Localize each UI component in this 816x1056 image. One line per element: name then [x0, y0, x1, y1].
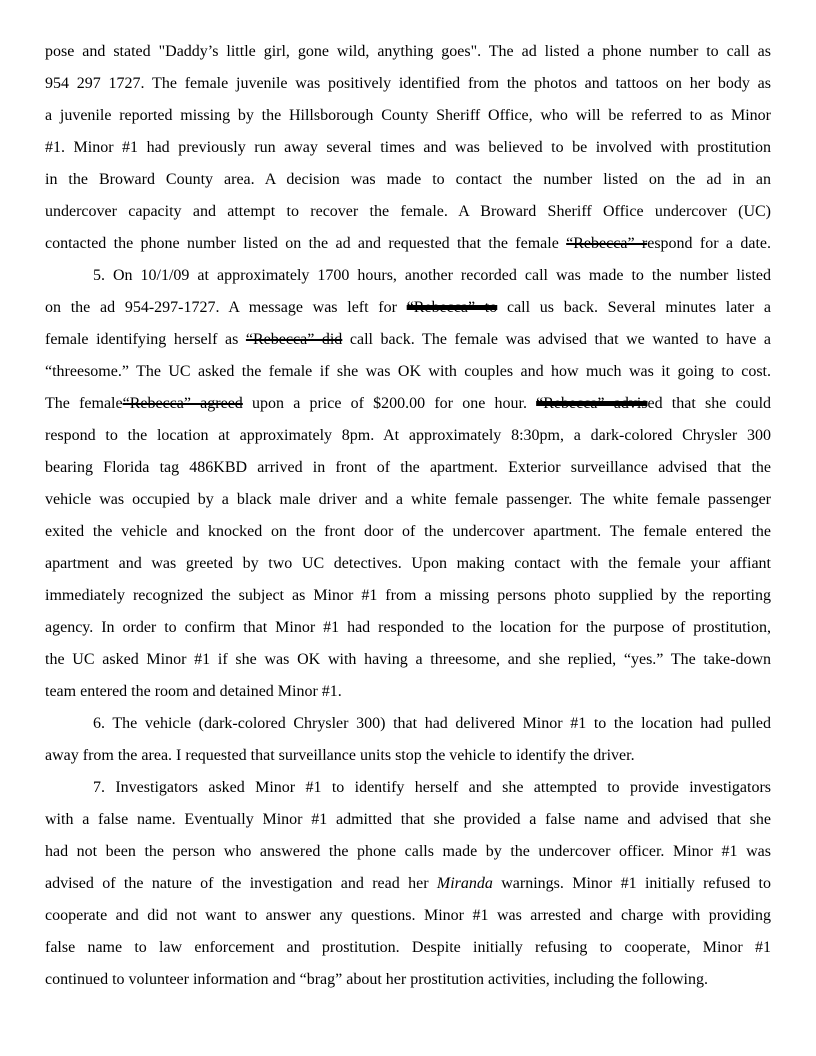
paragraph-7-first-line: 7. Investigators asked Minor #1 to identify herself and she attempted to provide investigators [93, 779, 771, 796]
body-line: cooperate and did not want to answer any questions. Minor #1 was arrested and charge with providing [45, 907, 771, 924]
body-line [45, 868, 771, 900]
struck-text: “Rebecca” agreed [122, 395, 243, 412]
body-line: continued to volunteer information and “brag” about her prostitution activities, including the following. [45, 971, 708, 988]
body-line: false name to law enforcement and prostitution. Despite initially refusing to cooperate, Minor #1 [45, 939, 771, 956]
text-run: The female [45, 395, 123, 412]
body-line: a juvenile reported missing by the Hillsborough County Sheriff Office, who will be referred to as Minor [45, 107, 771, 124]
paragraph-last-line: team entered the room and detained Minor #1. [45, 683, 342, 700]
italic-text: Miranda [436, 875, 493, 892]
body-line: exited the vehicle and knocked on the front door of the undercover apartment. The female entered the [45, 523, 771, 540]
redacted-text: “Rebecca” advis [536, 395, 648, 412]
paragraph-6-first-line: 6. The vehicle (dark-colored Chrysler 300) that had delivered Minor #1 to the location had pulled [93, 715, 771, 732]
redacted-text: “Rebecca” to [406, 299, 498, 316]
body-line: agency. In order to confirm that Minor #1 had responded to the location for the purpose of prostitution, [45, 619, 771, 636]
text-run: call us back. Several minutes later a [497, 299, 772, 316]
text-run: espond for a date. [647, 235, 772, 252]
document-page [45, 36, 771, 996]
body-line: “threesome.” The UC asked the female if she was OK with couples and how much was it going to cost. [45, 363, 771, 380]
text-run: warnings. Minor #1 initially refused to [492, 875, 771, 892]
body-line: apartment and was greeted by two UC detectives. Upon making contact with the female your affiant [45, 555, 771, 572]
text-run: female identifying herself as [45, 331, 246, 348]
body-line: pose and stated "Daddy’s little girl, gone wild, anything goes". The ad listed a phone number to call as [45, 43, 771, 60]
body-line: immediately recognized the subject as Minor #1 from a missing persons photo supplied by the reporting [45, 587, 771, 604]
body-line: the UC asked Minor #1 if she was OK with having a threesome, and she replied, “yes.” The take-down [45, 651, 771, 668]
text-run: advised of the nature of the investigation and read her [45, 875, 437, 892]
paragraph-5-first-line: 5. On 10/1/09 at approximately 1700 hours, another recorded call was made to the number listed [93, 267, 771, 284]
body-line [45, 292, 771, 324]
body-line: respond to the location at approximately 8pm. At approximately 8:30pm, a dark-colored Chrysler 300 [45, 427, 771, 444]
body-line [45, 388, 771, 420]
body-line: with a false name. Eventually Minor #1 admitted that she provided a false name and advised that she [45, 811, 771, 828]
body-line: bearing Florida tag 486KBD arrived in front of the apartment. Exterior surveillance advised that the [45, 459, 771, 476]
body-line [45, 228, 771, 260]
struck-text: “Rebecca” r [566, 235, 648, 252]
body-line: 954 297 1727. The female juvenile was positively identified from the photos and tattoos on her body as [45, 75, 771, 92]
paragraph-last-line: away from the area. I requested that surveillance units stop the vehicle to identify the driver. [45, 747, 635, 764]
body-line: in the Broward County area. A decision was made to contact the number listed on the ad in an [45, 171, 771, 188]
body-line: had not been the person who answered the phone calls made by the undercover officer. Minor #1 was [45, 843, 771, 860]
text-run: contacted the phone number listed on the ad and requested that the female [45, 235, 567, 252]
text-run: call back. The female was advised that we wanted to have a [342, 331, 772, 348]
body-line: vehicle was occupied by a black male driver and a white female passenger. The white female passenger [45, 491, 771, 508]
text-run: on the ad 954-297-1727. A message was left for [45, 299, 407, 316]
body-line: undercover capacity and attempt to recover the female. A Broward Sheriff Office undercover (UC) [45, 203, 771, 220]
body-line: #1. Minor #1 had previously run away several times and was believed to be involved with prostitution [45, 139, 771, 156]
text-run: ed that she could [647, 395, 772, 412]
text-run: upon a price of $200.00 for one hour. [242, 395, 537, 412]
struck-text: “Rebecca” did [245, 331, 343, 348]
body-line [45, 324, 771, 356]
